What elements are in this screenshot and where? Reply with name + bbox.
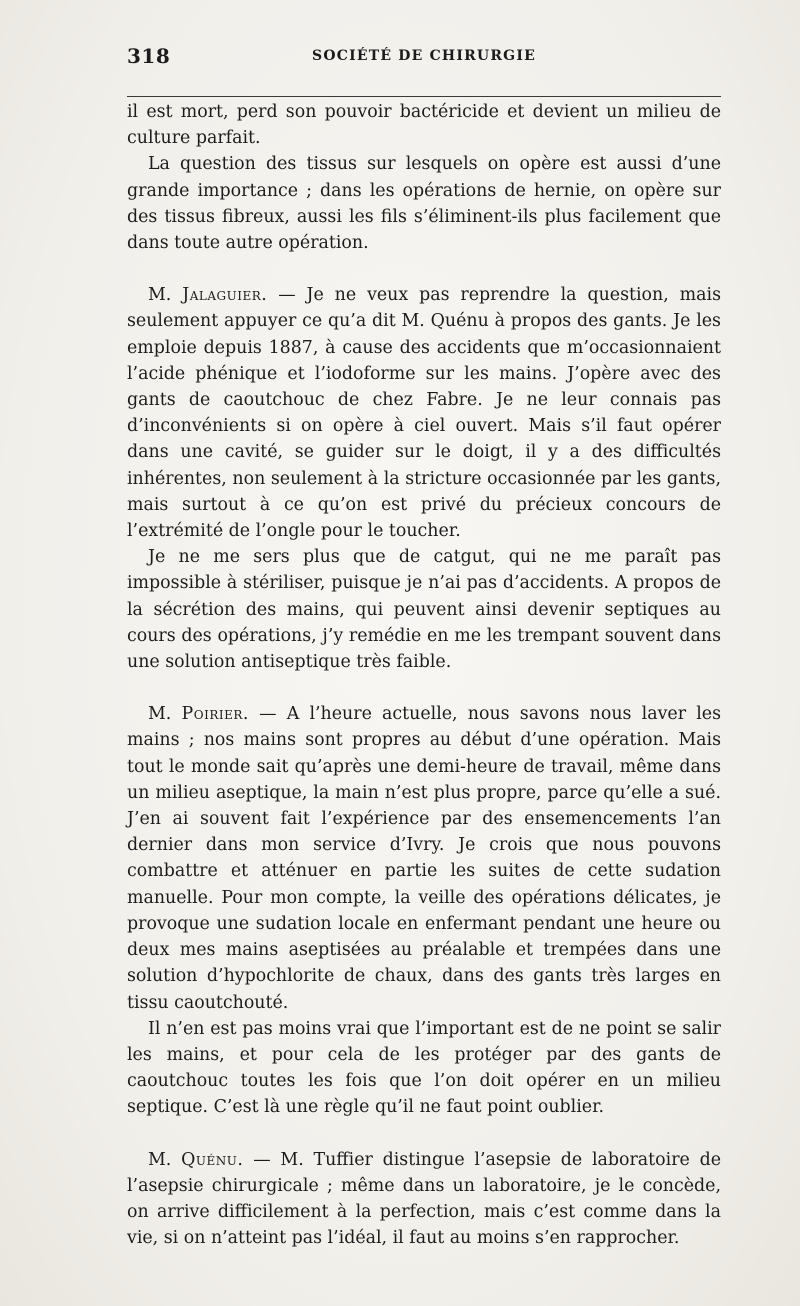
- page-number: 318: [127, 44, 171, 68]
- paragraph: Il n’en est pas moins vrai que l’important est de ne point se salir les mains, et pour cela de les protéger par des gants de caoutchouc toutes les fois que l’on doit opérer en un milieu septique. C’est là une règle qu’il ne faut point oublier.: [127, 1018, 721, 1118]
- paragraph: La question des tissus sur lesquels on opère est aussi d’une grande importance ; dans les opérations de hernie, on opère sur des tissus fibreux, aussi les fils s’éliminent-ils plus facilement que dans toute autre opération.: [127, 154, 721, 254]
- header-rule: [127, 96, 721, 97]
- speech-poirier: [127, 701, 721, 1015]
- speaker-name: Jalaguier.: [182, 285, 268, 306]
- speaker-name: Quénu.: [181, 1149, 244, 1170]
- speech-quenu: [127, 1147, 721, 1252]
- speech-text: A l’heure actuelle, nous savons nous laver les mains ; nos mains sont propres au début d’une opération. Mais tout le monde sait qu’après une demi-heure de travail, même dans un milieu aseptique, la main n’est plus propre, parce qu’elle a sué. J’en ai souvent fait l’expérience par des ensemencements l’an dernier dans mon service d’Ivry. Je crois que nous pouvons combattre et atténuer en partie les suites de cette sudation manuelle. Pour mon compte, la veille des opérations délicates, je provoque une sudation locale en enfermant pendant une heure ou deux mes mains aseptisées au préalable et trempées dans une solution d’hypochlorite de chaux, dans des gants très larges en tissu caoutchouté.: [127, 704, 721, 1013]
- speech-jalaguier: [127, 282, 721, 544]
- speaker-dash: —: [243, 1149, 281, 1170]
- speech-text: Je ne veux pas reprendre la question, mais seulement appuyer ce qu’a dit M. Quénu à propos des gants. Je les emploie depuis 1887, à cause des accidents que m’occasionnaient l’acide phénique et l’iodoforme sur les mains. J’opère avec des gants de caoutchouc de chez Fabre. Je ne leur connais pas d’inconvénients si on opère à ciel ouvert. Mais s’il faut opérer dans une cavité, se guider sur le doigt, il y a des difficultés inhérentes, non seulement à la stricture occasionnée par les gants, mais surtout à ce qu’on est privé du précieux concours de l’extrémité de l’ongle pour le toucher.: [127, 285, 721, 542]
- paragraph-continuation: il est mort, perd son pouvoir bactéricide et devient un milieu de culture parfait.: [127, 102, 721, 149]
- speaker-name: Poirier.: [181, 704, 249, 725]
- speaker-dash: —: [248, 704, 287, 725]
- body-text: [127, 99, 721, 1251]
- speech-text: M. Tuffier distingue l’asepsie de laboratoire de l’asepsie chirurgicale ; même dans un laboratoire, je le concède, on arrive difficilement à la perfection, mais c’est comme dans la vie, si on n’atteint pas l’idéal, il faut au moins s’en rapprocher.: [127, 1149, 722, 1249]
- page-header: [127, 40, 721, 80]
- running-title: SOCIÉTÉ DE CHIRURGIE: [312, 48, 536, 64]
- paragraph: Je ne me sers plus que de catgut, qui ne me paraît pas impossible à stériliser, puisque je n’ai pas d’accidents. A propos de la sécrétion des mains, qui peuvent ainsi devenir septiques au cours des opérations, j’y remédie en me les trempant souvent dans une solution antiseptique très faible.: [127, 547, 721, 673]
- speaker-prefix: M.: [148, 1149, 172, 1170]
- speaker-prefix: M.: [148, 285, 172, 306]
- speaker-dash: —: [267, 285, 307, 306]
- speaker-prefix: M.: [148, 704, 172, 725]
